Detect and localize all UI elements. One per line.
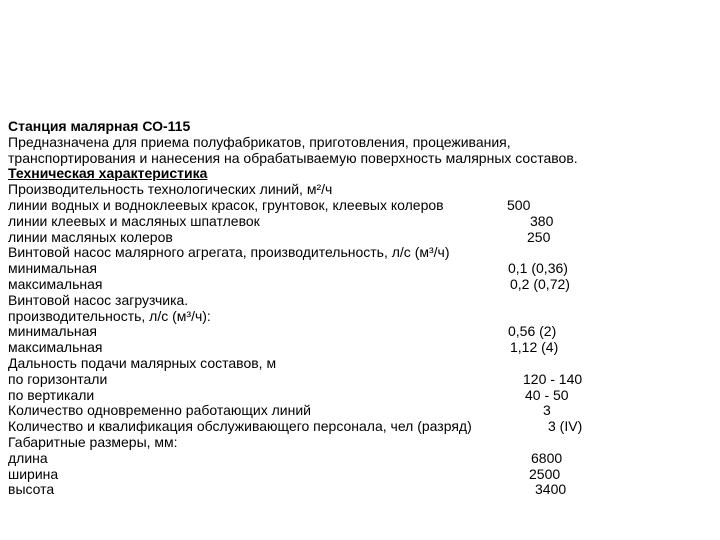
- spec-row: [8, 230, 712, 246]
- spec-label: минимальная: [8, 260, 97, 277]
- spec-value: 3: [543, 402, 551, 419]
- spec-value: 6800: [531, 449, 563, 466]
- spec-value: 3400: [535, 481, 567, 498]
- spec-label: Количество одновременно работающих линий: [8, 402, 311, 419]
- spec-row: [8, 340, 712, 356]
- spec-value: 0,56 (2): [508, 323, 557, 340]
- spec-value: 0,1 (0,36): [508, 260, 568, 277]
- spec-row: [8, 482, 712, 498]
- spec-row: [8, 388, 712, 404]
- spec-row: [8, 277, 712, 293]
- purpose-line-2: транспортирования и нанесения на обрабатываемую поверхность малярных составов.: [8, 149, 578, 166]
- spec-label: по горизонтали: [8, 370, 108, 387]
- spec-value: 40 - 50: [525, 386, 569, 403]
- spec-label: ширина: [8, 465, 59, 482]
- spec-value: 380: [530, 212, 554, 229]
- spec-label: линии масляных колеров: [8, 228, 173, 245]
- dimensions-heading: Габаритные размеры, мм:: [8, 433, 178, 450]
- spec-row: [8, 419, 712, 435]
- productivity-heading: Производительность технологических линий, м²/ч: [8, 181, 333, 198]
- section-heading: Техническая характеристика: [8, 165, 208, 182]
- spec-label: линии клеевых и масляных шпатлевок: [8, 212, 260, 229]
- spec-value: 3 (IV): [548, 418, 583, 435]
- spec-label: Количество и квалификация обслуживающего персонала, чел (разряд): [8, 418, 472, 435]
- spec-label: максимальная: [8, 275, 103, 292]
- spec-label: длина: [8, 449, 48, 466]
- distance-heading: Дальность подачи малярных составов, м: [8, 354, 277, 371]
- spec-value: 0,2 (0,72): [510, 275, 570, 292]
- loading-pump-subheading: производительность, л/с (м³/ч):: [8, 307, 211, 324]
- spec-value: 500: [507, 196, 531, 213]
- spec-row: [8, 372, 712, 388]
- spec-row: [8, 214, 712, 230]
- spec-label: по вертикали: [8, 386, 95, 403]
- spec-row: [8, 324, 712, 340]
- spec-row: [8, 467, 712, 483]
- spec-row: [8, 403, 712, 419]
- spec-value: 120 - 140: [523, 370, 583, 387]
- spec-value: 250: [527, 228, 551, 245]
- loading-pump-heading: Винтовой насос загрузчика.: [8, 291, 189, 308]
- spec-row: [8, 198, 712, 214]
- spec-row: [8, 261, 712, 277]
- document: [8, 119, 712, 498]
- purpose-line-1: Предназначена для приема полуфабрикатов, приготовления, процеживания,: [8, 133, 511, 150]
- spec-value: 2500: [529, 465, 561, 482]
- spec-label: высота: [8, 481, 55, 498]
- screw-pump-heading: Винтовой насос малярного агрегата, производительность, л/с (м³/ч): [8, 244, 450, 261]
- spec-label: максимальная: [8, 339, 103, 356]
- document-title: Станция малярная СО-115: [8, 118, 191, 134]
- spec-value: 1,12 (4): [510, 339, 559, 356]
- spec-label: минимальная: [8, 323, 97, 340]
- spec-label: линии водных и водноклеевых красок, грунтовок, клеевых колеров: [8, 196, 444, 213]
- spec-row: [8, 451, 712, 467]
